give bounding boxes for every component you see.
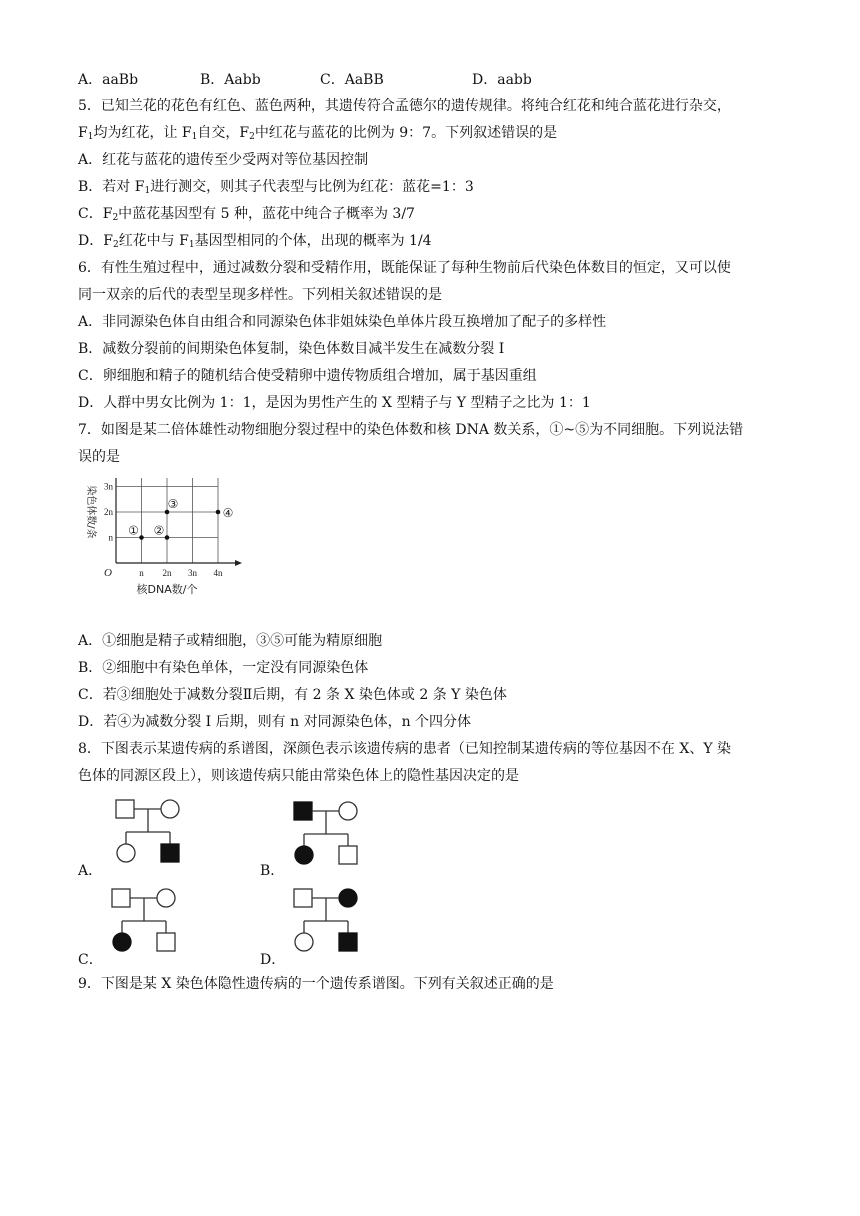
q7-stem-line1: 7．如图是某二倍体雄性动物细胞分裂过程中的染色体数和核 DNA 数关系，①~⑤为不同细胞。下列说法错: [78, 422, 744, 438]
q5-option-c: [78, 205, 415, 223]
mother-unaffected: [339, 802, 357, 820]
x-axis-arrow: [235, 560, 242, 566]
q5-text: 进行测交，则其子代表型与比例为红花：蓝花=1：3: [150, 179, 474, 195]
pedigree-d: [282, 883, 372, 963]
q9-stem: 9．下图是某 X 染色体隐性遗传病的一个遗传系谱图。下列有关叙述正确的是: [78, 976, 554, 992]
x-tick-label: 4n: [213, 568, 223, 578]
chart-y-axis-label: 染色体数/条: [85, 485, 96, 539]
y-tick-label: 2n: [104, 507, 113, 517]
q5-sub: 2: [112, 240, 119, 250]
son-affected: [161, 844, 179, 862]
father-affected: [294, 802, 312, 820]
data-point-label: ①: [128, 523, 139, 538]
chart-axes: [113, 478, 242, 566]
q5-text: B．若对 F: [78, 179, 145, 195]
mother-affected: [339, 889, 357, 907]
son-unaffected: [157, 933, 175, 951]
q4-option-b: B．Aabb: [200, 72, 261, 88]
q7-option-b: B．②细胞中有染色单体，一定没有同源染色体: [78, 660, 369, 676]
father-unaffected: [294, 889, 312, 907]
q7-option-d: D．若④为减数分裂 I 后期，则有 n 对同源染色体，n 个四分体: [78, 714, 472, 730]
son-unaffected: [339, 846, 357, 864]
q6-option-c: C．卵细胞和精子的随机结合使受精卵中遗传物质组合增加，属于基因重组: [78, 368, 537, 384]
q6-option-d: D．人群中男女比例为 1：1，是因为男性产生的 X 型精子与 Y 型精子之比为 1：1: [78, 395, 591, 411]
q5-text: 基因型相同的个体，出现的概率为 1/4: [194, 233, 432, 249]
chart-x-axis-label: 核DNA数/个: [136, 583, 198, 596]
q5-text: D．F: [78, 233, 113, 249]
mother-unaffected: [157, 889, 175, 907]
data-point: [165, 535, 170, 540]
q4-option-d: D．aabb: [472, 72, 532, 88]
q7-option-c: C．若③细胞处于减数分裂Ⅱ后期，有 2 条 X 染色体或 2 条 Y 染色体: [78, 687, 507, 703]
data-point-label: ③: [167, 497, 179, 511]
data-point: [216, 510, 221, 515]
pedigree-label-d: D．: [260, 952, 286, 968]
chart-grid: [116, 478, 218, 563]
daughter-affected: [295, 846, 313, 864]
data-point-label: ②: [153, 523, 165, 538]
chart-points: [128, 478, 233, 540]
data-point-label: ④: [222, 506, 234, 520]
daughter-affected: [113, 933, 131, 951]
pedigree-a: [104, 794, 194, 874]
q5-option-a: A．红花与蓝花的遗传至少受两对等位基因控制: [78, 152, 369, 168]
father-unaffected: [116, 800, 134, 818]
q4-option-a: A．aaBb: [78, 72, 139, 88]
son-affected: [339, 933, 357, 951]
father-unaffected: [112, 889, 130, 907]
q5-text: 红花中与 F: [118, 233, 189, 249]
q5-sub: 1: [144, 186, 151, 196]
q7-stem-line2: 误的是: [78, 449, 120, 465]
pedigree-b: [282, 796, 372, 876]
pedigree-label-b: B．: [260, 863, 285, 879]
q5-sub: 1: [87, 132, 94, 142]
pedigree-c: [100, 883, 190, 963]
q5-sub: 1: [191, 132, 198, 142]
x-tick-label: 3n: [188, 568, 197, 578]
pedigree-label-c: C．: [78, 952, 103, 968]
mother-unaffected: [161, 800, 179, 818]
q8-stem-line2: 色体的同源区段上），则该遗传病只能由常染色体上的隐性基因决定的是: [78, 768, 519, 784]
q7-option-a: A．①细胞是精子或精细胞，③⑤可能为精原细胞: [78, 633, 383, 649]
q6-stem-line2: 同一双亲的后代的表型呈现多样性。下列相关叙述错误的是: [78, 287, 442, 303]
q5-sub: 1: [188, 240, 195, 250]
y-tick-label: n: [108, 532, 113, 543]
q5-text: 中蓝花基因型有 5 种，蓝花中纯合子概率为 3/7: [118, 206, 415, 222]
q5-stem-line2: [78, 124, 557, 142]
q4-options: [78, 71, 532, 89]
q5-stem-line1: 5．已知兰花的花色有红色、蓝色两种，其遗传符合孟德尔的遗传规律。将纯合红花和纯合蓝花进行杂交，: [78, 98, 731, 114]
q4-option-c: C．AaBB: [320, 72, 384, 88]
q5-sub: 2: [112, 213, 119, 223]
q5-text: 均为红花，让 F: [93, 125, 192, 141]
chromosome-dna-chart: [78, 478, 248, 618]
x-tick-label: 2n: [162, 568, 172, 578]
q6-stem-line1: 6．有性生殖过程中，通过减数分裂和受精作用，既能保证了每种生物前后代染色体数目的恒定，又可以使: [78, 260, 731, 276]
q8-stem-line1: 8．下图表示某遗传病的系谱图，深颜色表示该遗传病的患者（已知控制某遗传病的等位基因不在 X、Y 染: [78, 741, 732, 757]
q5-text: 中红花与蓝花的比例为 9：7。下列叙述错误的是: [254, 125, 558, 141]
x-tick-label: n: [139, 568, 144, 578]
q5-text: F: [78, 125, 88, 141]
q6-option-b: B．减数分裂前的间期染色体复制，染色体数目减半发生在减数分裂 I: [78, 341, 505, 357]
q6-option-a: A．非同源染色体自由组合和同源染色体非姐妹染色单体片段互换增加了配子的多样性: [78, 314, 607, 330]
daughter-unaffected: [117, 844, 135, 862]
q5-sub: 2: [249, 132, 255, 142]
q5-text: 自交，F: [197, 125, 250, 141]
daughter-unaffected: [295, 933, 313, 951]
q5-text: C．F: [78, 206, 113, 222]
y-tick-label: 3n: [104, 481, 113, 492]
pedigree-label-a: A．: [78, 863, 103, 879]
data-point: [139, 535, 144, 540]
q5-option-b: [78, 178, 474, 196]
chart-origin-label: O: [104, 567, 112, 579]
q5-option-d: [78, 232, 432, 250]
